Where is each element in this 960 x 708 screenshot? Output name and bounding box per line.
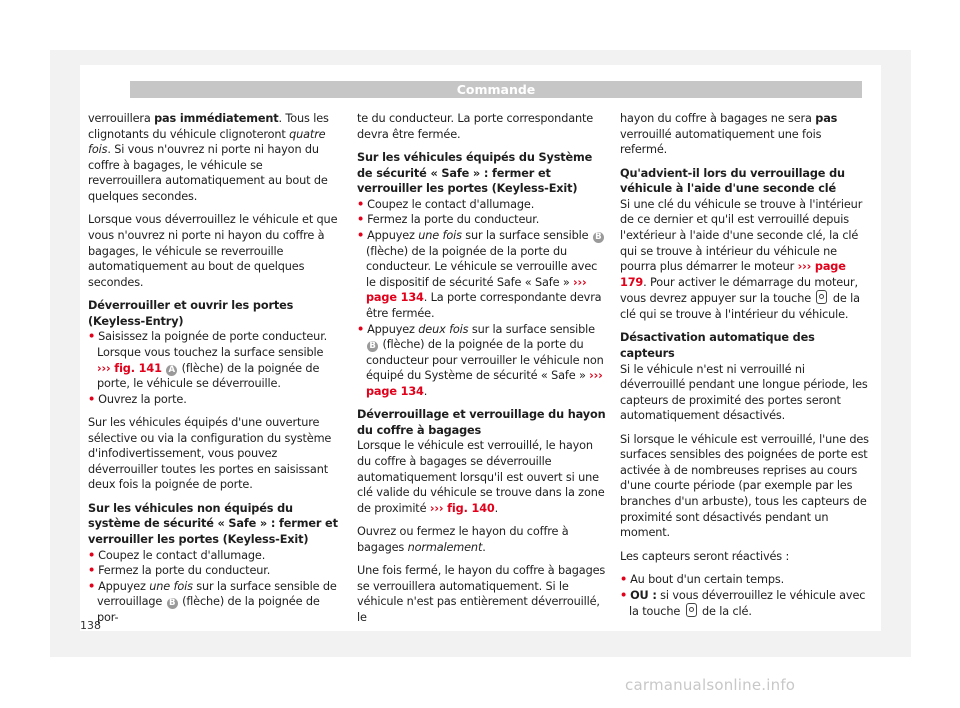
text-column-1	[88, 111, 338, 626]
bullet-item: • Fermez la porte du conducteur.	[357, 213, 540, 227]
section-heading: Sur les véhicules équipés du Système de sécurité « Safe » : fermer et verrouiller les portes (Keyless-Exit)	[357, 150, 593, 196]
paragraph: verrouillera pas immédiatement. Tous les clignotants du véhicule clignoteront quatre fois. Si vous n'ouvrez ni porte ni hayon du coffre à bagages, le véhicule se reverrouillera automatiquement au bout de quelques secondes.	[88, 112, 329, 203]
paragraph: Si le véhicule n'est ni verrouillé ni déverrouillé pendant une longue période, les capteurs de proximité des portes seront automatiquement désactivés.	[620, 362, 868, 423]
callout-badge: A	[166, 365, 177, 376]
bullet-icon: •	[88, 330, 96, 344]
page-paper	[80, 65, 881, 631]
page-link[interactable]: ››› page 179	[620, 260, 846, 289]
bullet-icon: •	[620, 573, 628, 587]
paragraph: Si une clé du véhicule se trouve à l'intérieur de ce dernier et qu'il est verrouillé depuis l'extérieur à l'aide d'une seconde clé, la clé qui se trouve à intérieur du véhicule ne pourra plus démarrer le moteur ››› page 179. Pour activer le démarrage du moteur, vous devrez appuyer sur la touche de la clé qui se trouve à l'intérieur du véhicule.	[620, 197, 863, 321]
bullet-item: • Saisissez la poignée de porte conducteur. Lorsque vous touchez la surface sensible ››› fig. 141 A (flèche) de la poignée de porte, le véhicule se déverrouille.	[88, 330, 328, 391]
bullet-item: • Coupez le contact d'allumage.	[88, 548, 266, 562]
callout-badge: B	[367, 341, 378, 352]
bullet-icon: •	[88, 564, 96, 578]
bullet-item: • Ouvrez la porte.	[88, 392, 187, 406]
text-column-3	[620, 111, 870, 620]
figure-link[interactable]: ››› fig. 140	[429, 501, 495, 515]
text-column-2	[357, 111, 607, 633]
callout-badge: B	[593, 232, 604, 243]
paragraph: Lorsque le véhicule est verrouillé, le hayon du coffre à bagages se déverrouille automatiquement lorsqu'il est ouvert si une clé valide du véhicule se trouve dans la zone de proximité ››› fig. 140.	[357, 439, 605, 515]
bullet-icon: •	[357, 322, 365, 336]
paragraph: Lorsque vous déverrouillez le véhicule et que vous n'ouvrez ni porte ni hayon du coffre à bagages, le véhicule se reverrouille automatiquement au bout de quelques secondes.	[88, 213, 338, 289]
bullet-item: • OU : si vous déverrouillez le véhicule avec la touche de la clé.	[620, 588, 866, 619]
paragraph: Une fois fermé, le hayon du coffre à bagages se verrouillera automatiquement. Si le véhicule n'est pas entièrement déverrouillé, le	[357, 564, 606, 624]
page-link[interactable]: ››› page 134	[366, 369, 603, 398]
bullet-item: • Appuyez deux fois sur la surface sensible B (flèche) de la poignée de la porte du conducteur pour verrouiller le véhicule non équipé du Système de sécurité « Safe » ››› page 134.	[357, 322, 604, 398]
watermark: carmanualsonline.info	[625, 676, 796, 694]
bullet-item: • Coupez le contact d'allumage.	[357, 197, 535, 211]
bullet-item: • Fermez la porte du conducteur.	[88, 564, 271, 578]
key-button-icon	[816, 290, 827, 304]
bullet-icon: •	[88, 579, 96, 593]
paragraph: te du conducteur. La porte correspondante devra être fermée.	[357, 112, 594, 141]
paragraph: Les capteurs seront réactivés :	[620, 549, 790, 563]
callout-badge: B	[167, 598, 178, 609]
bullet-icon: •	[357, 213, 365, 227]
section-heading: Sur les véhicules non équipés du système de sécurité « Safe » : fermer et verrouiller les portes (Keyless-Exit)	[88, 501, 338, 547]
paragraph: Sur les véhicules équipés d'une ouverture sélective ou via la configuration du système d'infodivertissement, vous pouvez déverrouiller toutes les portes en saisissant deux fois la poignée de porte.	[88, 416, 332, 492]
bullet-icon: •	[88, 548, 96, 562]
bullet-icon: •	[88, 392, 96, 406]
figure-link[interactable]: ››› fig. 141	[97, 361, 162, 375]
section-heading: Désactivation automatique des capteurs	[620, 331, 815, 360]
bullet-icon: •	[620, 588, 628, 602]
paragraph: Si lorsque le véhicule est verrouillé, l'une des surfaces sensibles des poignées de porte est activée à de nombreuses reprises au cours d'une courte période (par exemple par les branches d'un arbuste), tous les capteurs de proximité sont désactivés pendant un moment.	[620, 432, 869, 540]
section-heading: Qu'advient-il lors du verrouillage du véhicule à l'aide d'une seconde clé	[620, 166, 845, 196]
section-header: Commande	[130, 81, 862, 98]
bullet-item: • Appuyez une fois sur la surface sensible B (flèche) de la poignée de la porte du conducteur. Le véhicule se verrouille avec le dispositif de sécurité Safe « Safe » ››› page 134. La porte correspondante devra être fermée.	[357, 228, 607, 322]
key-button-icon	[686, 603, 697, 617]
section-heading: Déverrouillage et verrouillage du hayon du coffre à bagages	[357, 408, 606, 437]
bullet-icon: •	[357, 228, 365, 242]
bullet-item: • Appuyez une fois sur la surface sensible de verrouillage B (flèche) de la poignée de por-	[88, 579, 337, 624]
page-number: 138	[80, 619, 101, 632]
bullet-icon: •	[357, 197, 365, 211]
paragraph: Ouvrez ou fermez le hayon du coffre à bagages normalement.	[357, 525, 569, 554]
bullet-item: • Au bout d'un certain temps.	[620, 573, 785, 587]
page-frame	[50, 50, 911, 657]
page-link[interactable]: ››› page 134	[366, 275, 587, 305]
section-heading: Déverrouiller et ouvrir les portes (Keyless-Entry)	[88, 299, 294, 328]
paragraph: hayon du coffre à bagages ne sera pas verrouillé automatiquement une fois refermé.	[620, 112, 838, 157]
